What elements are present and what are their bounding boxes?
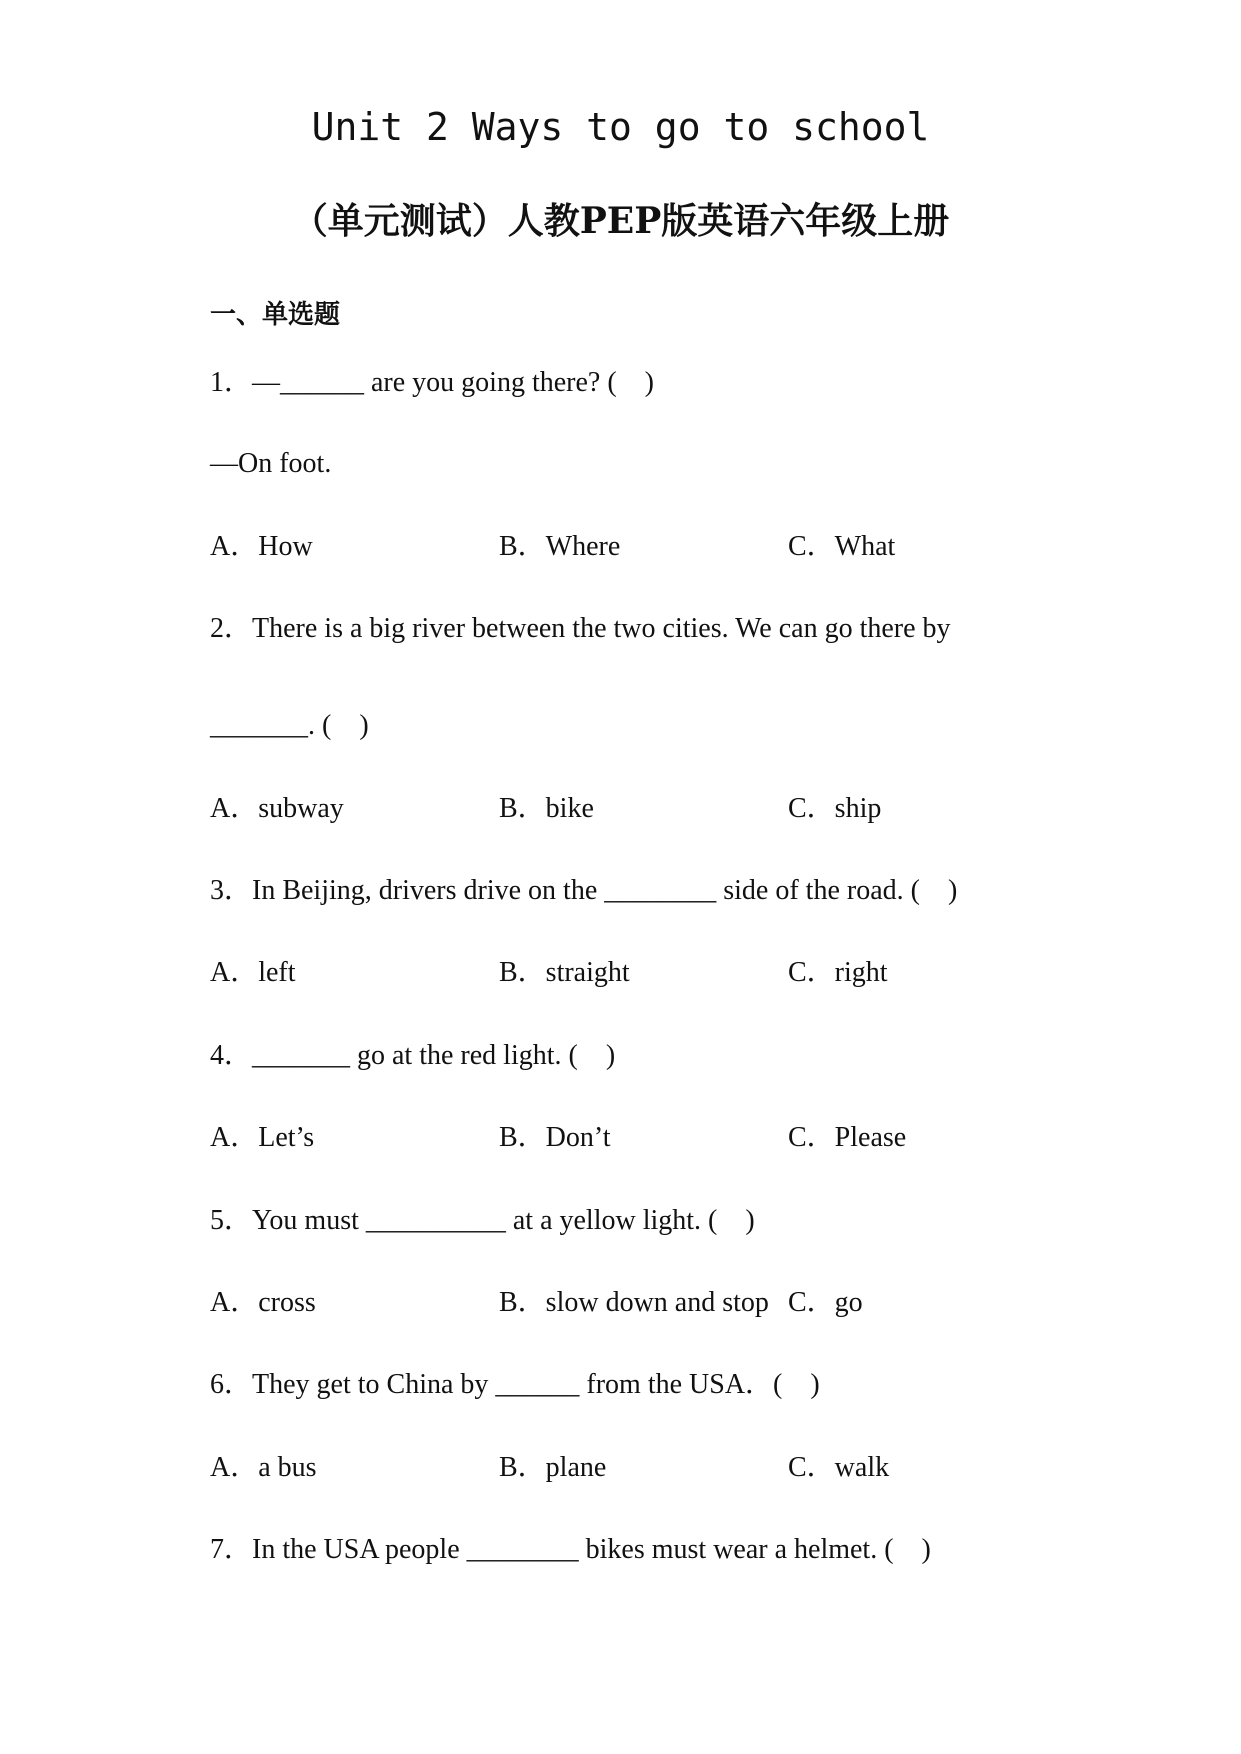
- question-1-answer-line: —On foot.: [210, 448, 332, 479]
- question-1-option-b[interactable]: B．Where: [499, 531, 621, 562]
- question-6-option-a[interactable]: A．a bus: [210, 1452, 317, 1483]
- question-3-option-c[interactable]: C．right: [788, 957, 888, 988]
- question-2-stem: 2．There is a big river between the two cities. We can go there by: [210, 613, 951, 644]
- question-4-options: [210, 1121, 1030, 1155]
- question-6-options: [210, 1451, 1030, 1485]
- question-4-option-b[interactable]: B．Don’t: [499, 1122, 611, 1153]
- question-1-option-a[interactable]: A．How: [210, 531, 313, 562]
- question-4-stem: 4．_______ go at the red light. ( ): [210, 1040, 616, 1071]
- question-1-option-c[interactable]: C．What: [788, 531, 896, 562]
- question-3-option-a[interactable]: A．left: [210, 957, 296, 988]
- document-subtitle: （单元测试）人教PEP版英语六年级上册: [291, 200, 950, 242]
- question-6-option-b[interactable]: B．plane: [499, 1452, 607, 1483]
- question-4-option-a[interactable]: A．Let’s: [210, 1122, 315, 1153]
- question-1-options: [210, 530, 1030, 564]
- question-5-option-c[interactable]: C．go: [788, 1287, 863, 1318]
- question-2-option-a[interactable]: A．subway: [210, 793, 344, 824]
- question-1-stem: 1．—______ are you going there? ( ): [210, 367, 654, 398]
- question-6-stem: 6．They get to China by ______ from the USA．( ): [210, 1369, 820, 1400]
- question-2-options: [210, 792, 1030, 826]
- question-5-stem: 5．You must __________ at a yellow light. ( ): [210, 1205, 755, 1236]
- question-3-option-b[interactable]: B．straight: [499, 957, 630, 988]
- question-6-option-c[interactable]: C．walk: [788, 1452, 890, 1483]
- question-3-stem: 3．In Beijing, drivers drive on the ________ side of the road. ( ): [210, 875, 958, 906]
- section-heading-single-choice: 一、单选题: [210, 300, 341, 330]
- question-7-stem: 7．In the USA people ________ bikes must wear a helmet. ( ): [210, 1534, 931, 1565]
- question-2-stem-continued: _______. ( ): [210, 710, 369, 741]
- document-title: Unit 2 Ways to go to school: [311, 105, 930, 149]
- question-4-option-c[interactable]: C．Please: [788, 1122, 907, 1153]
- question-3-options: [210, 956, 1030, 990]
- question-5-option-b[interactable]: B．slow down and stop: [499, 1287, 769, 1318]
- question-2-option-b[interactable]: B．bike: [499, 793, 594, 824]
- question-2-option-c[interactable]: C．ship: [788, 793, 882, 824]
- question-5-option-a[interactable]: A．cross: [210, 1287, 316, 1318]
- question-5-options: [210, 1286, 1030, 1320]
